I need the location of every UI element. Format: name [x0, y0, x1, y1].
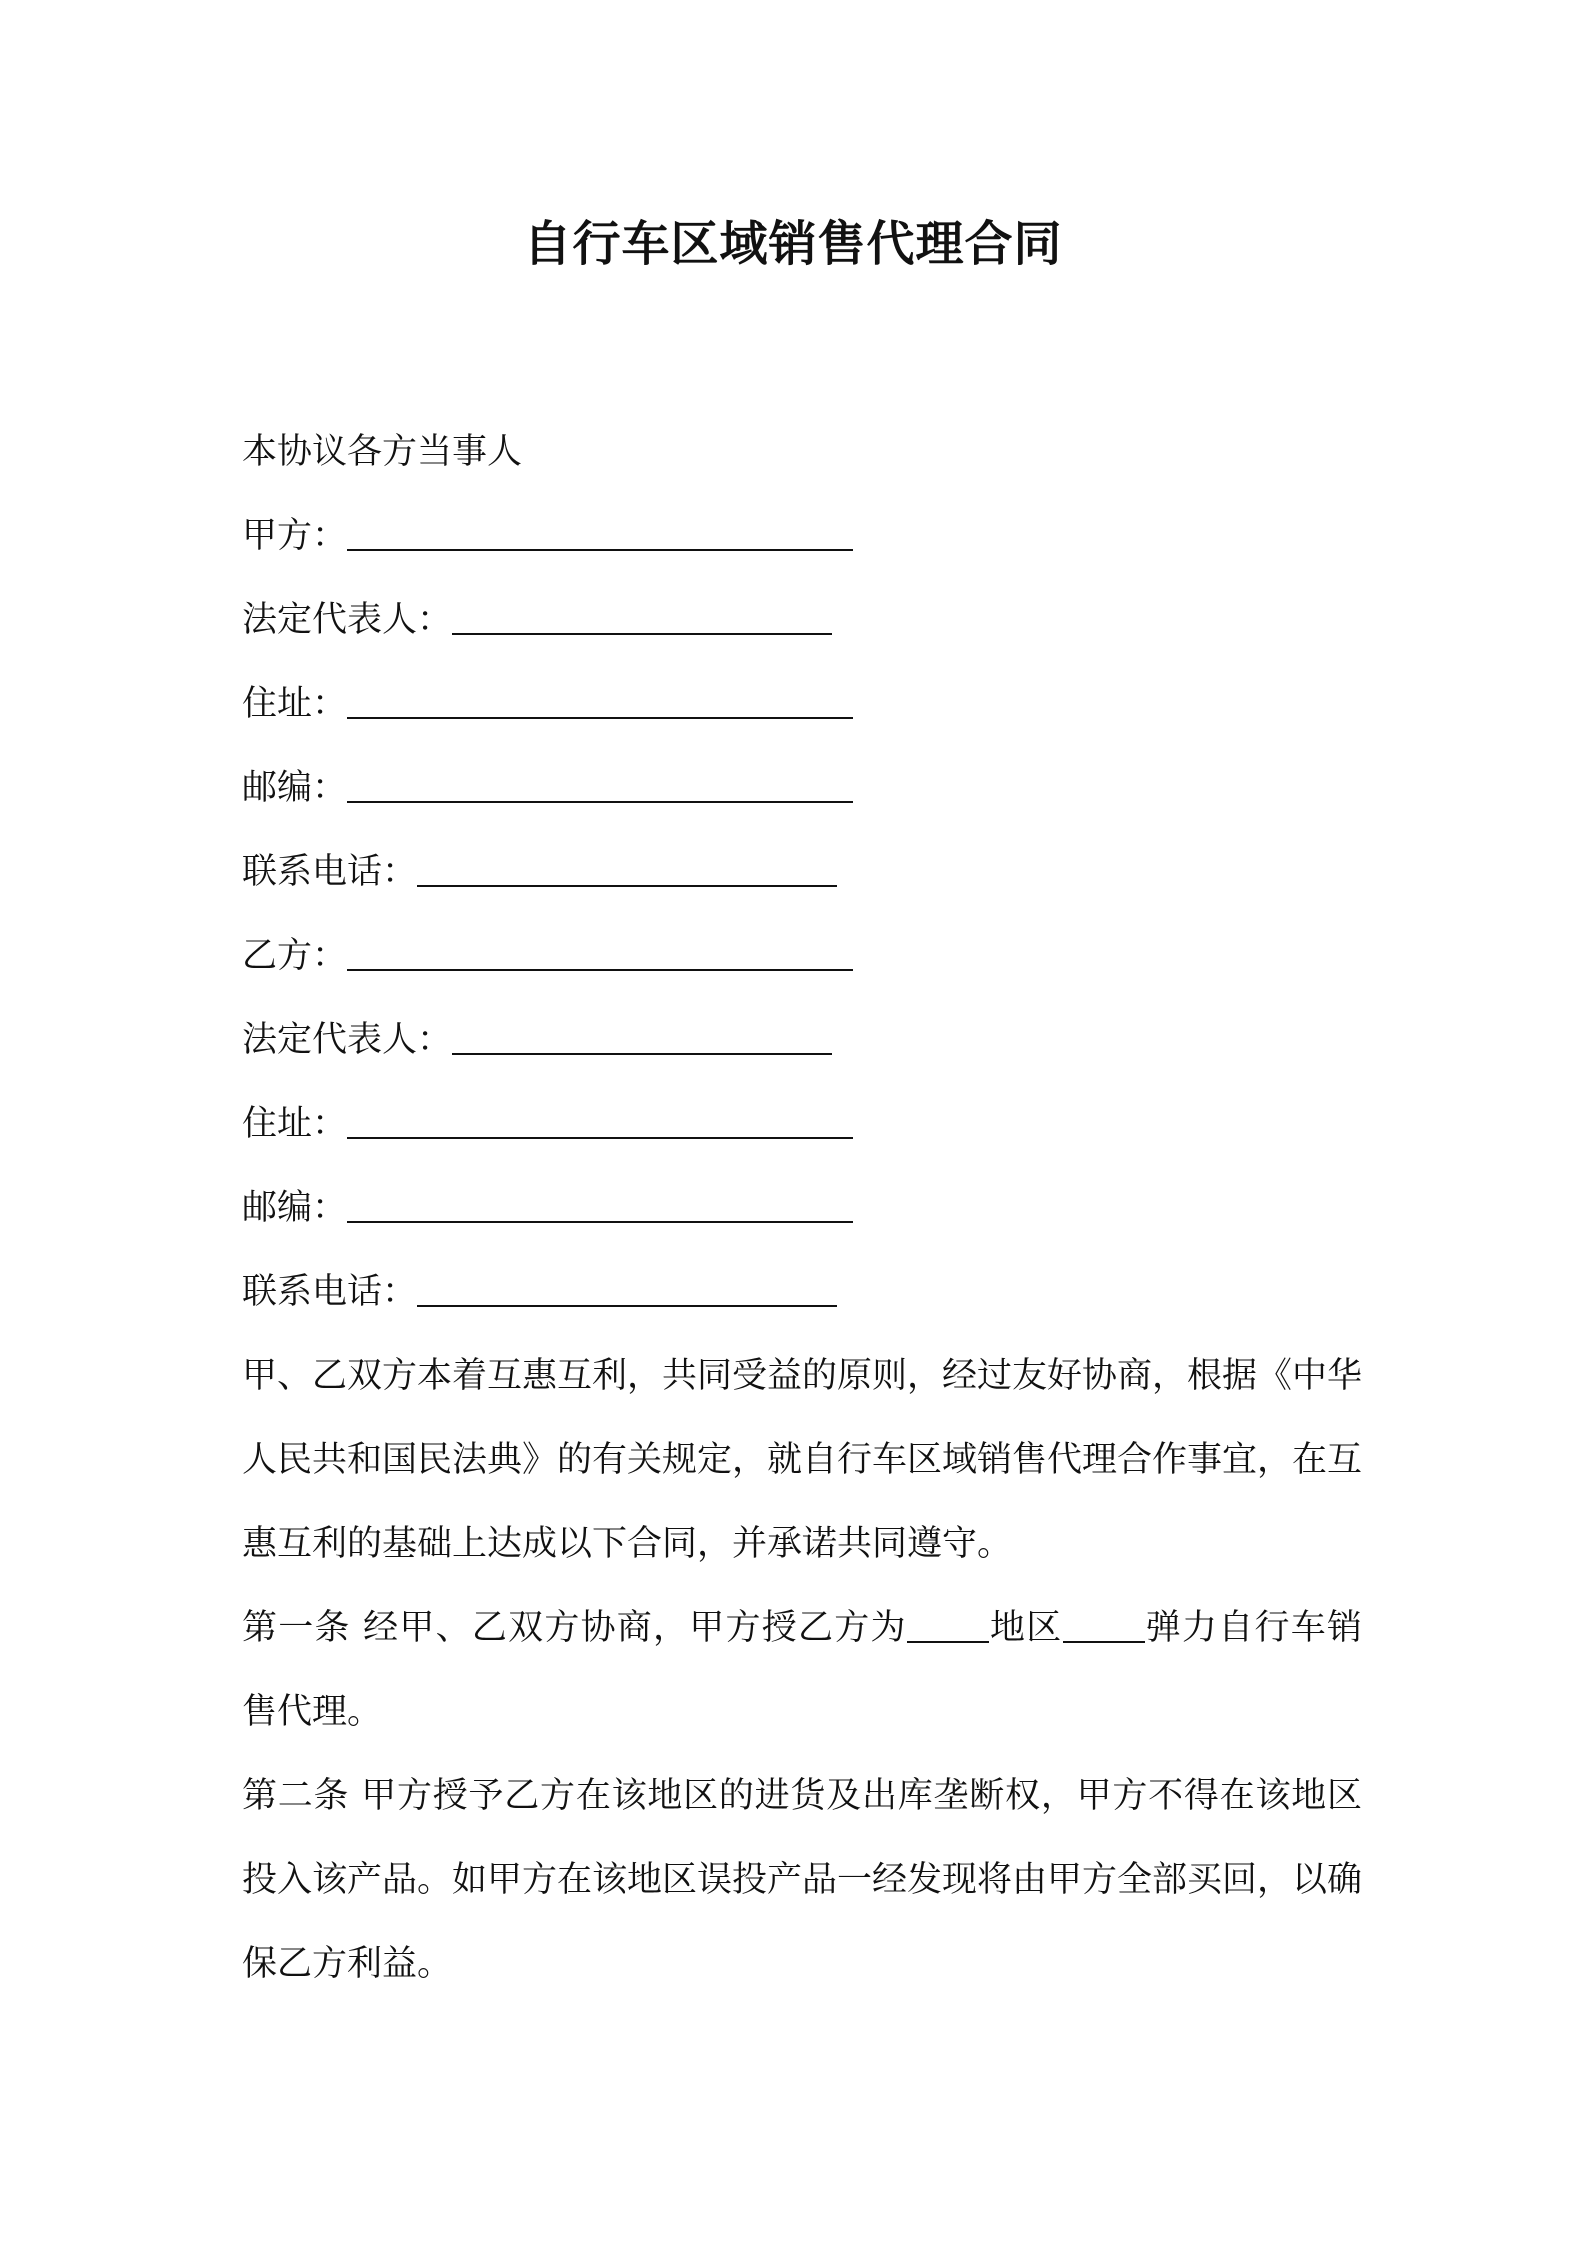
- party-a-name-line: [242, 494, 1362, 578]
- party-b-phone-line: [242, 1250, 1362, 1334]
- article-1-text-end: 弹力自行车销售代理。: [242, 1608, 1362, 1732]
- party-b-phone-label: 联系电话：: [242, 1272, 418, 1312]
- party-a-address-line: [242, 662, 1362, 746]
- party-a-postcode-line: [242, 746, 1362, 830]
- party-a-address-label: 住址：: [242, 684, 348, 724]
- party-a-rep-blank: [452, 603, 832, 635]
- party-a-phone-label: 联系电话：: [242, 852, 418, 892]
- party-a-postcode-label: 邮编：: [242, 768, 348, 808]
- article-1-text-middle: 地区: [988, 1608, 1063, 1648]
- party-b-rep-line: [242, 998, 1362, 1082]
- preamble-paragraph: 甲、乙双方本着互惠互利，共同受益的原则，经过友好协商，根据《中华人民共和国民法典》的有关规定，就自行车区域销售代理合作事宜，在互惠互利的基础上达成以下合同，并承诺共同遵守。: [242, 1356, 1363, 1564]
- party-b-phone-blank: [417, 1275, 837, 1307]
- document-title: 自行车区域销售代理合同: [523, 216, 1063, 272]
- article-1-region-blank: [907, 1611, 989, 1643]
- party-a-postcode-blank: [347, 771, 853, 803]
- party-a-name-label: 甲方：: [242, 516, 348, 556]
- party-a-rep-line: [242, 578, 1362, 662]
- party-b-address-label: 住址：: [242, 1104, 348, 1144]
- party-b-postcode-line: [242, 1166, 1362, 1250]
- parties-heading: 本协议各方当事人: [242, 432, 523, 472]
- article-1-paragraph: [242, 1586, 1362, 1754]
- party-a-phone-line: [242, 830, 1362, 914]
- article-1-text-start: 第一条 经甲、乙双方协商，甲方授乙方为: [242, 1608, 907, 1648]
- party-b-name-line: [242, 914, 1362, 998]
- party-b-rep-label: 法定代表人：: [242, 1020, 453, 1060]
- party-a-address-blank: [347, 687, 853, 719]
- article-1-brand-blank: [1063, 1611, 1145, 1643]
- party-b-address-line: [242, 1082, 1362, 1166]
- party-b-rep-blank: [452, 1023, 832, 1055]
- party-b-address-blank: [347, 1107, 853, 1139]
- party-b-name-label: 乙方：: [242, 936, 348, 976]
- party-a-name-blank: [347, 519, 853, 551]
- article-2-paragraph: 第二条 甲方授予乙方在该地区的进货及出库垄断权，甲方不得在该地区投入该产品。如甲方在该地区误投产品一经发现将由甲方全部买回，以确保乙方利益。: [242, 1776, 1363, 1984]
- party-a-phone-blank: [417, 855, 837, 887]
- party-a-rep-label: 法定代表人：: [242, 600, 453, 640]
- party-b-postcode-blank: [347, 1191, 853, 1223]
- party-b-name-blank: [347, 939, 853, 971]
- party-b-postcode-label: 邮编：: [242, 1188, 348, 1228]
- document-body: [242, 410, 1362, 2006]
